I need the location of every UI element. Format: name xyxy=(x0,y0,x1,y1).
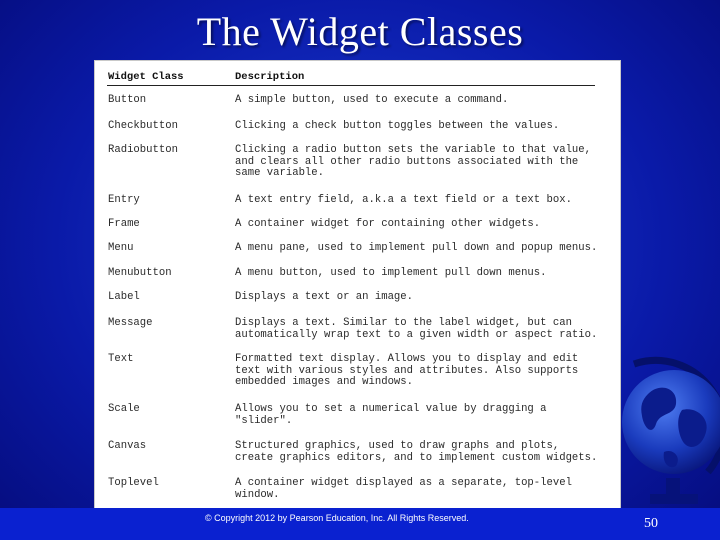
row-class-frame: Frame xyxy=(108,218,140,230)
row-class-button: Button xyxy=(108,94,147,106)
row-desc-toplevel: A container widget displayed as a separate, top-level window. xyxy=(235,477,572,501)
row-class-canvas: Canvas xyxy=(108,440,147,452)
row-desc-menubutton: A menu button, used to implement pull down menus. xyxy=(235,267,547,279)
row-desc-message: Displays a text. Similar to the label widget, but can automatically wrap text to a given width or aspect ratio. xyxy=(235,317,598,341)
row-desc-text: Formatted text display. Allows you to display and edit text with various styles and attributes. Also supports embedded images and windows. xyxy=(235,353,579,389)
row-class-radiobutton: Radiobutton xyxy=(108,144,178,156)
row-desc-button: A simple button, used to execute a command. xyxy=(235,94,509,106)
row-desc-checkbutton: Clicking a check button toggles between the values. xyxy=(235,120,560,132)
widget-classes-table xyxy=(94,60,621,510)
row-class-text: Text xyxy=(108,353,134,365)
header-divider xyxy=(107,85,595,86)
row-class-checkbutton: Checkbutton xyxy=(108,120,178,132)
row-desc-frame: A container widget for containing other widgets. xyxy=(235,218,541,230)
row-desc-radiobutton: Clicking a radio button sets the variable to that value, and clears all other radio buttons associated with the same variable. xyxy=(235,144,592,180)
row-class-toplevel: Toplevel xyxy=(108,477,159,489)
row-class-menu: Menu xyxy=(108,242,134,254)
slide-title: The Widget Classes xyxy=(196,9,524,54)
row-class-message: Message xyxy=(108,317,153,329)
row-class-label: Label xyxy=(108,291,140,303)
header-description: Description xyxy=(235,71,305,83)
globe-icon xyxy=(616,352,720,512)
page-number: 50 xyxy=(644,516,658,531)
row-desc-canvas: Structured graphics, used to draw graphs and plots, create graphics editors, and to implement custom widgets. xyxy=(235,440,598,464)
header-widget-class: Widget Class xyxy=(108,71,184,83)
row-desc-entry: A text entry field, a.k.a a text field or a text box. xyxy=(235,194,572,206)
row-class-entry: Entry xyxy=(108,194,140,206)
row-class-menubutton: Menubutton xyxy=(108,267,172,279)
row-desc-scale: Allows you to set a numerical value by dragging a "slider". xyxy=(235,403,547,427)
row-desc-menu: A menu pane, used to implement pull down and popup menus. xyxy=(235,242,598,254)
row-desc-label: Displays a text or an image. xyxy=(235,291,414,303)
row-class-scale: Scale xyxy=(108,403,140,415)
copyright-notice: © Copyright 2012 by Pearson Education, Inc. All Rights Reserved. xyxy=(205,513,469,523)
